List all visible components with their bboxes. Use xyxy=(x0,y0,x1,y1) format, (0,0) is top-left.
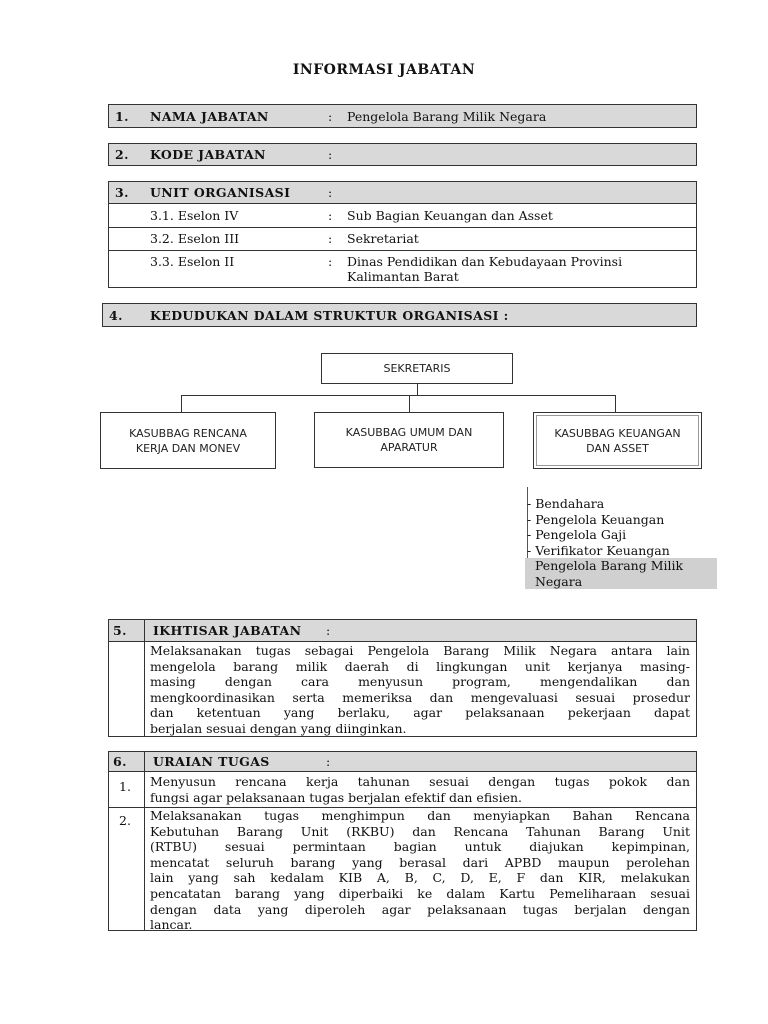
org-box-umum xyxy=(314,412,504,468)
text-line: mengelola barang milik daerah di lingkungan unit kerjanya masing- xyxy=(150,658,690,674)
section-1-colon: : xyxy=(328,109,333,124)
section-5-paragraph xyxy=(150,643,690,737)
section-2-label: KODE JABATAN xyxy=(150,147,266,162)
eselon-iii-value: Sekretariat xyxy=(347,231,419,246)
section-6-number: 6. xyxy=(113,754,127,769)
text-line: fungsi agar pelaksanaan tugas berjalan efektif dan efisien. xyxy=(150,789,522,805)
divider xyxy=(109,250,696,251)
section-3-table xyxy=(108,181,697,288)
section-4-row xyxy=(102,303,697,327)
section-6-table xyxy=(108,751,697,931)
section-4-number: 4. xyxy=(109,308,123,323)
section-1-number: 1. xyxy=(115,109,129,124)
org-connector xyxy=(181,395,182,412)
org-box-rencana-line2: KERJA DAN MONEV xyxy=(135,441,241,455)
org-box-keuangan xyxy=(533,412,702,469)
org-sub-item-highlight-line2: Negara xyxy=(534,573,583,589)
org-box-sekretaris xyxy=(321,353,513,384)
section-3-label: UNIT ORGANISASI xyxy=(150,185,291,200)
section-3-header xyxy=(109,182,696,204)
task-number: 1. xyxy=(119,779,131,794)
text-line: Menyusun rencana kerja tahunan sesuai dengan tugas pokok dan xyxy=(150,774,690,789)
page-title: INFORMASI JABATAN xyxy=(292,62,476,78)
section-5-header xyxy=(109,620,696,642)
text-line: lain yang sah kedalam KIB A, B, C, D, E, F dan KIR, melakukan xyxy=(150,870,690,886)
eselon-ii-value-line2: Kalimantan Barat xyxy=(347,269,459,284)
eselon-ii-label: 3.3. Eselon II xyxy=(150,254,235,269)
section-3-number: 3. xyxy=(115,185,129,200)
section-1-row xyxy=(108,104,697,128)
task-number: 2. xyxy=(119,813,131,828)
org-sub-item-highlight: Pengelola Barang Milik xyxy=(534,558,684,574)
text-line: dan ketentuan yang berlaku, agar pelaksanaan pekerjaan dapat xyxy=(150,705,690,721)
org-box-rencana xyxy=(100,412,276,469)
section-5-label: IKHTISAR JABATAN xyxy=(153,623,302,638)
eselon-iv-colon: : xyxy=(328,208,333,223)
section-2-number: 2. xyxy=(115,147,129,162)
text-line: (RTBU) sesuai permintaan bagian untuk diajukan kepimpinan, xyxy=(150,839,690,855)
org-connector xyxy=(615,395,616,412)
org-box-umum-line1: KASUBBAG UMUM DAN xyxy=(345,426,473,439)
eselon-iv-label: 3.1. Eselon IV xyxy=(150,208,239,223)
column-divider xyxy=(144,752,145,930)
eselon-iii-label: 3.2. Eselon III xyxy=(150,231,240,246)
text-line: mengkoordinasikan serta memeriksa dan mengevaluasi sesuai prosedur xyxy=(150,689,690,705)
org-connector xyxy=(181,395,615,396)
text-line: dengan data yang diperoleh agar pelaksanaan tugas berjalan dengan xyxy=(150,901,690,917)
section-1-value: Pengelola Barang Milik Negara xyxy=(347,109,547,124)
text-line: Melaksanakan tugas menghimpun dan menyiapkan Bahan Rencana xyxy=(150,808,690,823)
org-box-sekretaris-label: SEKRETARIS xyxy=(383,362,451,375)
section-5-number: 5. xyxy=(113,623,127,638)
org-connector xyxy=(417,384,418,395)
section-2-colon: : xyxy=(328,147,333,162)
text-line: mencatat seluruh barang yang berasal dari APBD maupun perolehan xyxy=(150,854,690,870)
text-line: berjalan sesuai dengan yang diinginkan. xyxy=(150,720,407,736)
org-box-keuangan-line1: KASUBBAG KEUANGAN xyxy=(554,426,681,440)
text-line: Melaksanakan tugas sebagai Pengelola Barang Milik Negara antara lain xyxy=(150,643,690,658)
org-sub-item: - Pengelola Keuangan xyxy=(527,511,665,527)
section-6-header xyxy=(109,752,696,772)
section-3-colon: : xyxy=(328,185,333,200)
text-line: Kebutuhan Barang Unit (RKBU) dan Rencana Tahunan Barang Unit xyxy=(150,823,690,839)
org-sub-list xyxy=(527,496,683,590)
column-divider xyxy=(144,620,145,736)
section-4-label: KEDUDUKAN DALAM STRUKTUR ORGANISASI : xyxy=(150,308,509,323)
text-line: masing dengan cara menyusun program, mengendalikan dan xyxy=(150,674,690,690)
divider xyxy=(109,227,696,228)
task-1-text xyxy=(150,774,690,805)
org-sub-item: - Bendahara xyxy=(527,496,605,511)
eselon-ii-colon: : xyxy=(328,254,333,269)
org-box-umum-line2: APARATUR xyxy=(380,441,438,454)
eselon-iv-value: Sub Bagian Keuangan dan Asset xyxy=(347,208,553,223)
org-sub-item: - Verifikator Keuangan xyxy=(527,542,670,558)
section-5-table xyxy=(108,619,697,737)
text-line: pencatatan barang yang diperbaiki ke dalam Kartu Pemeliharaan sesuai xyxy=(150,885,690,901)
section-1-label: NAMA JABATAN xyxy=(150,109,269,124)
section-2-row xyxy=(108,143,697,166)
text-line: lancar. xyxy=(150,917,193,933)
org-connector xyxy=(409,395,410,412)
org-box-rencana-line1: KASUBBAG RENCANA xyxy=(129,426,247,440)
task-2-text xyxy=(150,808,690,933)
org-box-keuangan-line2: DAN ASSET xyxy=(586,441,649,455)
section-5-colon: : xyxy=(326,623,331,638)
eselon-iii-colon: : xyxy=(328,231,333,246)
section-6-colon: : xyxy=(326,754,331,769)
org-sub-item: - Pengelola Gaji xyxy=(527,527,627,543)
section-6-label: URAIAN TUGAS xyxy=(153,754,270,769)
eselon-ii-value-line1: Dinas Pendidikan dan Kebudayaan Provinsi xyxy=(347,254,623,269)
